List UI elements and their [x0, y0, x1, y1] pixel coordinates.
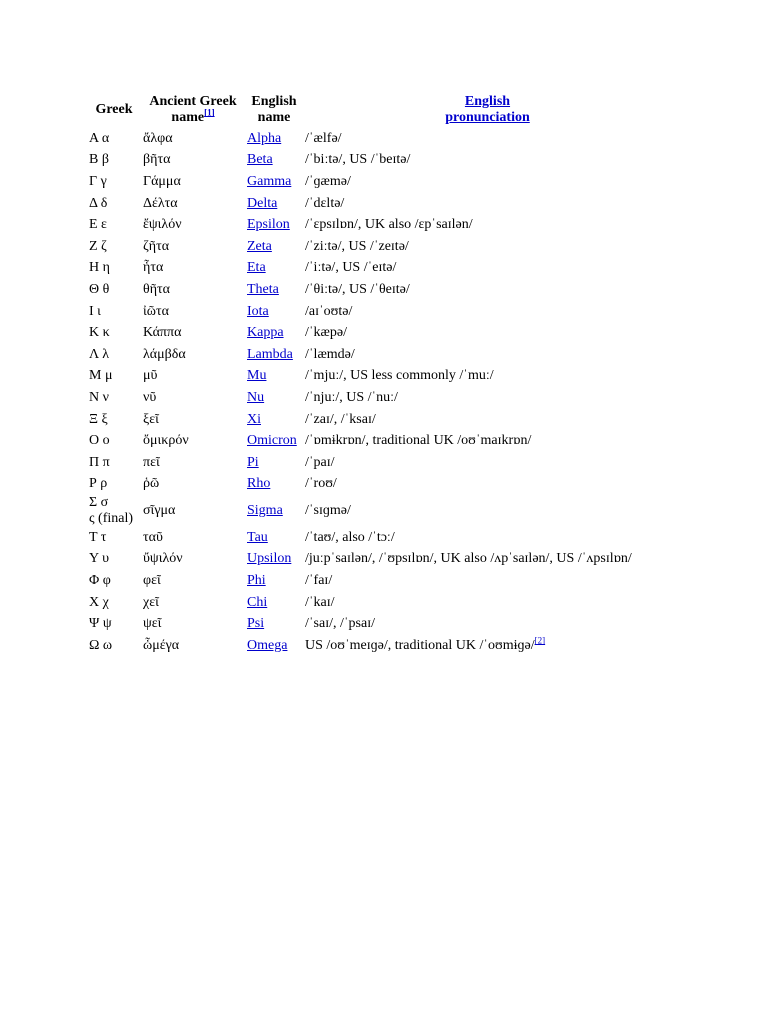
ancient-name-cell: σῖγμα	[143, 503, 176, 519]
letter-link[interactable]: Omicron	[247, 433, 297, 449]
letter-link[interactable]: Chi	[247, 594, 268, 610]
table-row	[87, 279, 672, 301]
ancient-name-cell: ζῆτα	[143, 238, 170, 254]
english-name-cell	[245, 258, 303, 280]
letter-link[interactable]: Gamma	[247, 173, 292, 189]
greek-letter-cell: Υ υ	[89, 551, 110, 567]
ancient-name-cell: νῦ	[143, 389, 157, 405]
table-row	[87, 409, 672, 431]
letter-link[interactable]: Theta	[247, 281, 279, 297]
table-row	[87, 635, 672, 657]
english-name-cell	[245, 452, 303, 474]
letter-link[interactable]: Eta	[247, 260, 266, 276]
table-row	[87, 258, 672, 280]
table-header-row	[87, 94, 672, 128]
english-name-cell	[245, 322, 303, 344]
english-name-cell	[245, 570, 303, 592]
ancient-name-cell: φεῖ	[143, 573, 161, 589]
greek-letter-cell: Λ λ	[89, 346, 110, 362]
ancient-name-cell: βῆτα	[143, 152, 171, 168]
pronunciation-cell	[303, 592, 672, 614]
table-row	[87, 549, 672, 571]
letter-link[interactable]: Zeta	[247, 238, 272, 254]
english-name-cell	[245, 301, 303, 323]
pronunciation-cell	[303, 452, 672, 474]
pronunciation-cell	[303, 344, 672, 366]
english-name-cell	[245, 409, 303, 431]
english-name-cell	[245, 527, 303, 549]
pronunciation-text: US /oʊˈmeɪɡə/, traditional UK /ˈoʊmɨɡə/	[305, 637, 535, 653]
ancient-name-cell: ψεῖ	[143, 616, 162, 632]
ancient-name-cell: ἰῶτα	[143, 303, 169, 319]
greek-letter-cell: Η η	[89, 260, 110, 276]
letter-link[interactable]: Rho	[247, 476, 271, 492]
header-greek: Greek	[95, 102, 133, 117]
pronunciation-text: /ˈθiːtə/, US /ˈθeɪtə/	[305, 281, 410, 297]
greek-letter-final: ς (final)	[89, 511, 134, 527]
table-row	[87, 495, 672, 527]
english-name-cell	[245, 592, 303, 614]
pronunciation-cell	[303, 236, 672, 258]
header-english-name: English name	[251, 94, 297, 125]
english-name-cell	[245, 150, 303, 172]
letter-link[interactable]: Psi	[247, 616, 265, 632]
greek-letter-cell: Ι ι	[89, 303, 101, 319]
greek-letter-cell: Κ κ	[89, 325, 110, 341]
table-row	[87, 366, 672, 388]
pronunciation-text: /ˈzaɪ/, /ˈksaɪ/	[305, 411, 376, 427]
english-name-cell	[245, 549, 303, 571]
letter-link[interactable]: Pi	[247, 454, 259, 470]
pronunciation-cell	[303, 549, 672, 571]
ancient-name-cell: θῆτα	[143, 281, 170, 297]
pronunciation-cell	[303, 474, 672, 496]
pronunciation-text: /ˈmjuː/, US less commonly /ˈmuː/	[305, 368, 494, 384]
letter-link[interactable]: Phi	[247, 573, 266, 589]
letter-link[interactable]: Iota	[247, 303, 269, 319]
greek-alphabet-table	[87, 94, 672, 657]
table-row	[87, 613, 672, 635]
english-name-cell	[245, 128, 303, 150]
greek-letter-cell: Π π	[89, 454, 110, 470]
pronunciation-cell	[303, 527, 672, 549]
pronunciation-cell	[303, 635, 672, 657]
pronunciation-cell	[303, 214, 672, 236]
pronunciation-text: /ˈɒmɨkrɒn/, traditional UK /oʊˈmaɪkrɒn/	[305, 433, 532, 449]
pronunciation-text: /juːpˈsaɪlən/, /ˈʊpsɪlɒn/, UK also /ʌpˈsaɪlən/, US /ˈʌpsɪlɒn/	[305, 551, 632, 567]
pronunciation-text: /ˈkaɪ/	[305, 594, 335, 610]
table-row	[87, 344, 672, 366]
pronunciation-cell	[303, 366, 672, 388]
pronunciation-text: /ˈɛpsɪlɒn/, UK also /ɛpˈsaɪlən/	[305, 217, 473, 233]
english-name-cell	[245, 613, 303, 635]
pronunciation-cell	[303, 171, 672, 193]
ancient-name-cell: πεῖ	[143, 454, 160, 470]
reference-link-1[interactable]: [1]	[204, 107, 215, 118]
pronunciation-cell	[303, 322, 672, 344]
pronunciation-text: /ˈpaɪ/	[305, 454, 335, 470]
greek-letter-cell: Ω ω	[89, 637, 113, 653]
pronunciation-text: /ˈælfə/	[305, 130, 342, 146]
english-name-cell	[245, 387, 303, 409]
pronunciation-cell	[303, 613, 672, 635]
ancient-name-cell: ὔψιλόν	[143, 551, 183, 567]
pronunciation-text: /ˈɡæmə/	[305, 173, 351, 189]
english-name-cell	[245, 635, 303, 657]
reference-link-2[interactable]: [2]	[534, 635, 546, 646]
english-name-cell	[245, 279, 303, 301]
letter-link[interactable]: Upsilon	[247, 551, 292, 567]
greek-letter-cell: Ψ ψ	[89, 616, 112, 632]
table-row	[87, 236, 672, 258]
header-ancient-greek-name: Ancient Greek name[1]	[149, 94, 237, 125]
table-row	[87, 387, 672, 409]
pronunciation-cell	[303, 570, 672, 592]
pronunciation-cell	[303, 387, 672, 409]
letter-link[interactable]: Delta	[247, 195, 278, 211]
pronunciation-cell	[303, 279, 672, 301]
table-row	[87, 430, 672, 452]
pronunciation-text: /ˈziːtə/, US /ˈzeɪtə/	[305, 238, 409, 254]
ancient-name-cell: Γάμμα	[143, 173, 181, 189]
greek-letter-cell: Θ θ	[89, 281, 110, 297]
table-row	[87, 171, 672, 193]
letter-link[interactable]: Nu	[247, 389, 265, 405]
english-name-cell	[245, 366, 303, 388]
pronunciation-text: /ˈiːtə/, US /ˈeɪtə/	[305, 260, 397, 276]
table-row	[87, 474, 672, 496]
greek-letter-cell: Ρ ρ	[89, 476, 108, 492]
greek-letter-cell: Ν ν	[89, 389, 109, 405]
letter-link[interactable]: Alpha	[247, 130, 282, 146]
ancient-name-cell: ξεῖ	[143, 411, 159, 427]
ancient-name-cell: Δέλτα	[143, 195, 178, 211]
pronunciation-text: /aɪˈoʊtə/	[305, 303, 353, 319]
letter-link[interactable]: Xi	[247, 411, 261, 427]
ancient-name-cell: χεῖ	[143, 594, 159, 610]
greek-letter-cell: Μ μ	[89, 368, 113, 384]
pronunciation-text: /ˈbiːtə/, US /ˈbeɪtə/	[305, 152, 411, 168]
table-row	[87, 214, 672, 236]
english-name-cell	[245, 214, 303, 236]
greek-letter-cell: Ο ο	[89, 433, 110, 449]
greek-letter-cell: Ζ ζ	[89, 238, 107, 254]
pronunciation-cell	[303, 409, 672, 431]
ancient-name-cell: ταῦ	[143, 529, 163, 545]
letter-link[interactable]: Omega	[247, 637, 288, 653]
english-name-cell	[245, 495, 303, 527]
header-english-pronunciation[interactable]	[303, 94, 672, 128]
pronunciation-text: /ˈroʊ/	[305, 476, 337, 492]
english-name-cell	[245, 474, 303, 496]
ancient-name-cell: ῥῶ	[143, 476, 160, 492]
table-row	[87, 150, 672, 172]
ancient-name-cell: ὦμέγα	[143, 637, 180, 653]
letter-link[interactable]: Kappa	[247, 325, 284, 341]
pronunciation-header-link[interactable]: English pronunciation	[445, 94, 530, 125]
pronunciation-text: /ˈlæmdə/	[305, 346, 355, 362]
table-row	[87, 570, 672, 592]
greek-letter-cell: Δ δ	[89, 195, 108, 211]
greek-letter: Σ σ	[89, 495, 109, 511]
greek-letter-cell: Α α	[89, 130, 110, 146]
pronunciation-text: /ˈnjuː/, US /ˈnuː/	[305, 389, 398, 405]
pronunciation-text: /ˈkæpə/	[305, 325, 347, 341]
pronunciation-text: /ˈfaɪ/	[305, 573, 333, 589]
table-row	[87, 592, 672, 614]
ancient-name-cell: Κάππα	[143, 325, 182, 341]
pronunciation-cell	[303, 150, 672, 172]
greek-letter-cell: Τ τ	[89, 529, 107, 545]
english-name-cell	[245, 236, 303, 258]
table-row	[87, 322, 672, 344]
pronunciation-text: /ˈsaɪ/, /ˈpsaɪ/	[305, 616, 375, 632]
table-row	[87, 452, 672, 474]
table-row	[87, 128, 672, 150]
letter-link[interactable]: Lambda	[247, 346, 293, 362]
table-row	[87, 527, 672, 549]
english-name-cell	[245, 171, 303, 193]
ancient-name-cell: μῦ	[143, 368, 158, 384]
english-name-cell	[245, 193, 303, 215]
pronunciation-cell	[303, 193, 672, 215]
ancient-name-cell: ἔψιλόν	[143, 217, 182, 233]
greek-letter-cell: Β β	[89, 152, 109, 168]
pronunciation-text: /ˈdɛltə/	[305, 195, 345, 211]
ancient-name-cell: ἄλφα	[143, 130, 173, 146]
letter-link[interactable]: Tau	[247, 529, 268, 545]
greek-letter-cell	[87, 495, 141, 527]
letter-link[interactable]: Epsilon	[247, 217, 290, 233]
ancient-name-cell: ἦτα	[143, 260, 164, 276]
letter-link[interactable]: Sigma	[247, 503, 283, 519]
letter-link[interactable]: Beta	[247, 152, 273, 168]
greek-letter-cell: Φ φ	[89, 573, 111, 589]
ancient-name-cell: λάμβδα	[143, 346, 186, 362]
english-name-cell	[245, 430, 303, 452]
greek-letter-cell: Ξ ξ	[89, 411, 108, 427]
greek-letter-cell: Γ γ	[89, 173, 107, 189]
greek-letter-cell: Χ χ	[89, 594, 109, 610]
table-row	[87, 301, 672, 323]
pronunciation-cell	[303, 495, 672, 527]
pronunciation-cell	[303, 258, 672, 280]
english-name-cell	[245, 344, 303, 366]
table-row	[87, 193, 672, 215]
pronunciation-cell	[303, 301, 672, 323]
pronunciation-cell	[303, 430, 672, 452]
pronunciation-text: /ˈsɪɡmə/	[305, 503, 351, 519]
letter-link[interactable]: Mu	[247, 368, 267, 384]
pronunciation-cell	[303, 128, 672, 150]
pronunciation-text: /ˈtaʊ/, also /ˈtɔː/	[305, 529, 395, 545]
greek-letter-cell: Ε ε	[89, 217, 107, 233]
ancient-name-cell: ὄμικρόν	[143, 433, 189, 449]
